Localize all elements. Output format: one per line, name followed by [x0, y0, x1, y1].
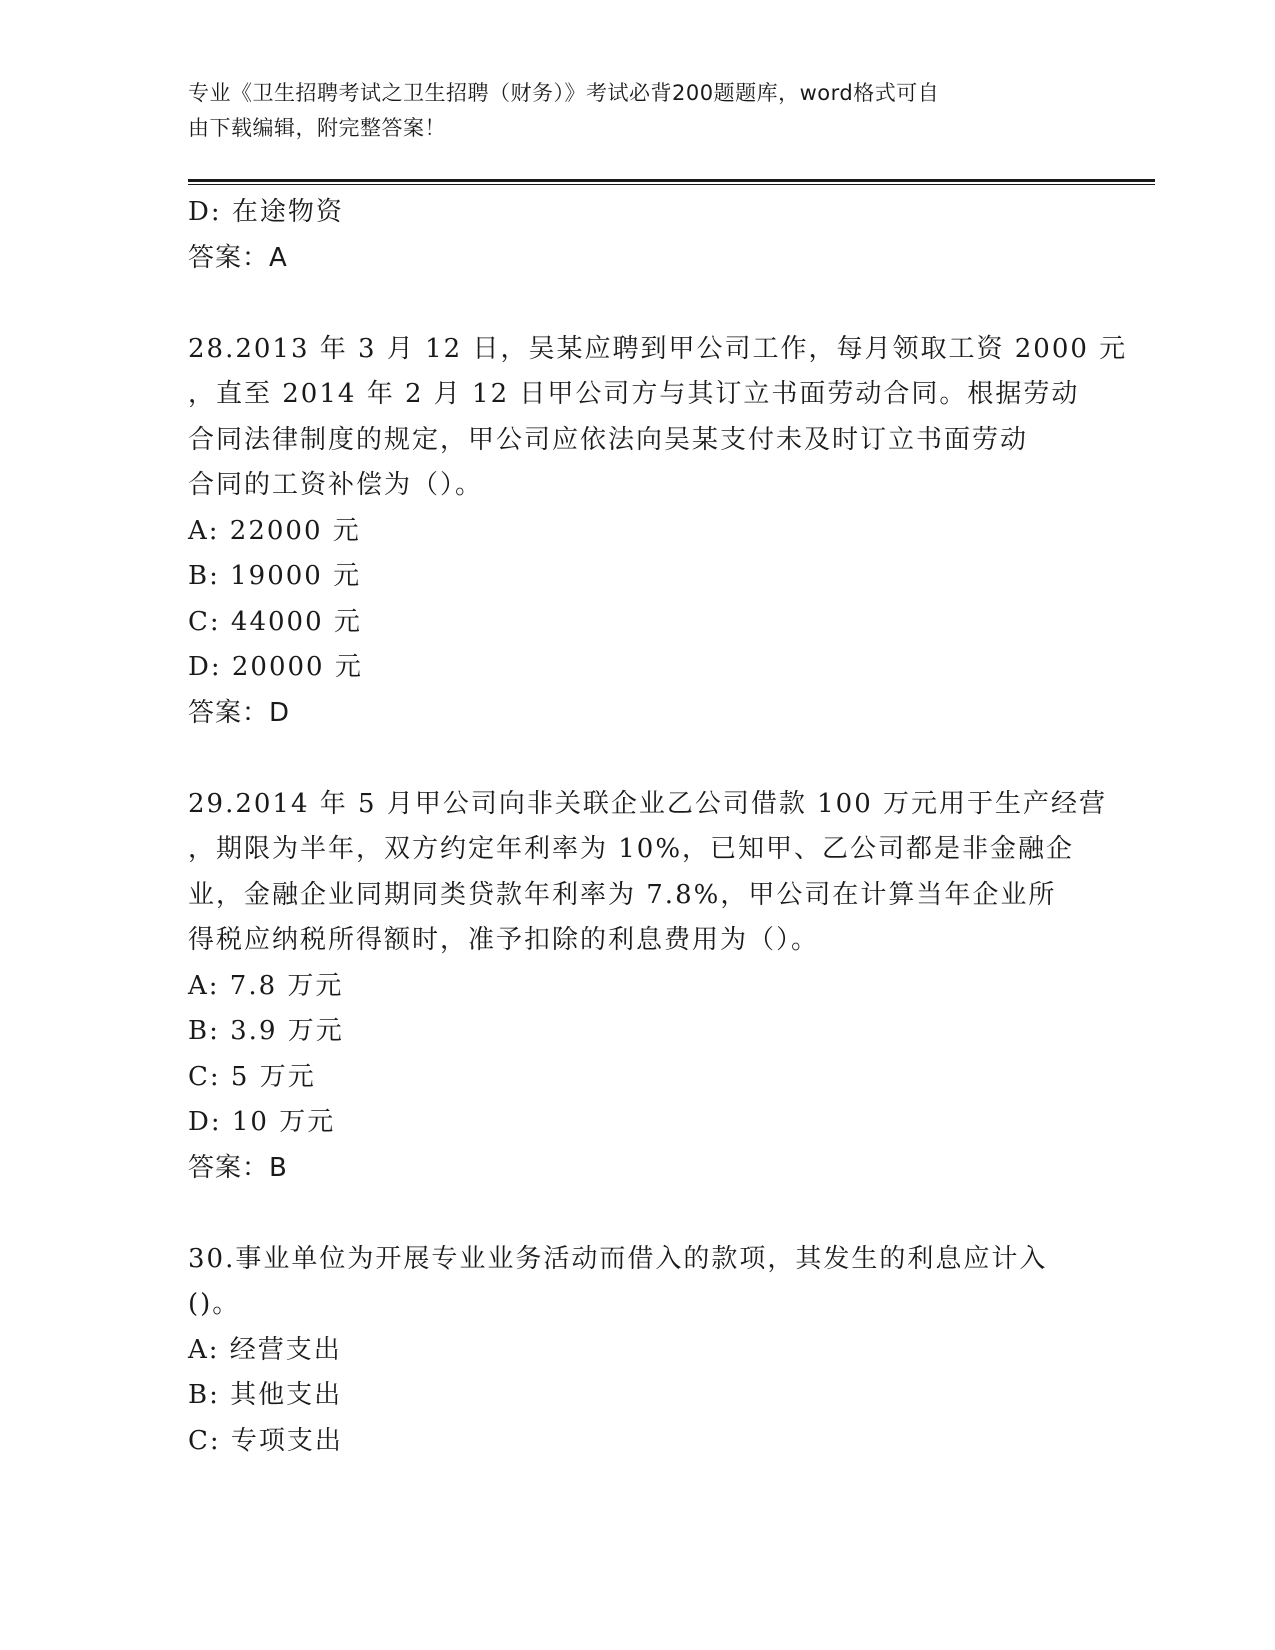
header-divider-thin [188, 184, 1155, 185]
option-a: A: 7.8 万元 [188, 970, 344, 1001]
spacer [188, 736, 1088, 782]
option-d: D: 在途物资 [188, 197, 344, 227]
stem-line: 29.2014 年 5 月甲公司向非关联企业乙公司借款 100 万元用于生产经营 [188, 788, 1108, 819]
option-d: D: 10 万元 [188, 1107, 336, 1137]
answer-line: 答案：D [188, 697, 291, 728]
stem-line: 28.2013 年 3 月 12 日，吴某应聘到甲公司工作，每月领取工资 2000 元 [188, 333, 1128, 364]
answer-line: 答案：B [188, 1152, 288, 1183]
option-b: B: 其他支出 [188, 1380, 343, 1410]
option-d: D: 20000 元 [188, 652, 363, 682]
spacer [188, 281, 1088, 327]
header-divider-thick [188, 179, 1155, 182]
option-c: C: 专项支出 [188, 1425, 343, 1456]
stem-line: 合同的工资补偿为（）。 [188, 470, 484, 500]
option-b: B: 19000 元 [188, 561, 362, 591]
option-a: A: 经营支出 [188, 1334, 342, 1365]
stem-line: ，期限为半年，双方约定年利率为 10%，已知甲、乙公司都是非金融企 [188, 834, 1075, 864]
document-header [188, 76, 1068, 146]
stem-line: 合同法律制度的规定，甲公司应依法向吴某支付未及时订立书面劳动 [188, 424, 1029, 455]
stem-line: ()。 [188, 1289, 241, 1319]
option-a: A: 22000 元 [188, 515, 361, 546]
option-c: C: 44000 元 [188, 606, 362, 637]
stem-line: 业，金融企业同期同类贷款年利率为 7.8%，甲公司在计算当年企业所 [188, 879, 1057, 910]
stem-line: 30.事业单位为开展专业业务活动而借入的款项，其发生的利息应计入 [188, 1243, 1048, 1274]
question-list [188, 190, 1128, 1464]
stem-line: 得税应纳税所得额时，准予扣除的利息费用为（）。 [188, 925, 820, 955]
question-29-stem [188, 782, 1108, 964]
question-28-stem [188, 327, 1128, 509]
spacer [188, 1191, 1088, 1237]
answer-line: 答案：A [188, 242, 288, 273]
stem-line: ，直至 2014 年 2 月 12 日甲公司方与其订立书面劳动合同。根据劳动 [188, 379, 1080, 409]
header-line-2: 由下载编辑，附完整答案！ [188, 116, 446, 140]
question-30-stem [188, 1237, 1078, 1328]
option-b: B: 3.9 万元 [188, 1016, 344, 1046]
option-c: C: 5 万元 [188, 1061, 316, 1092]
header-line-1: 专业《卫生招聘考试之卫生招聘（财务）》考试必背200题题库，word格式可自 [188, 81, 940, 105]
